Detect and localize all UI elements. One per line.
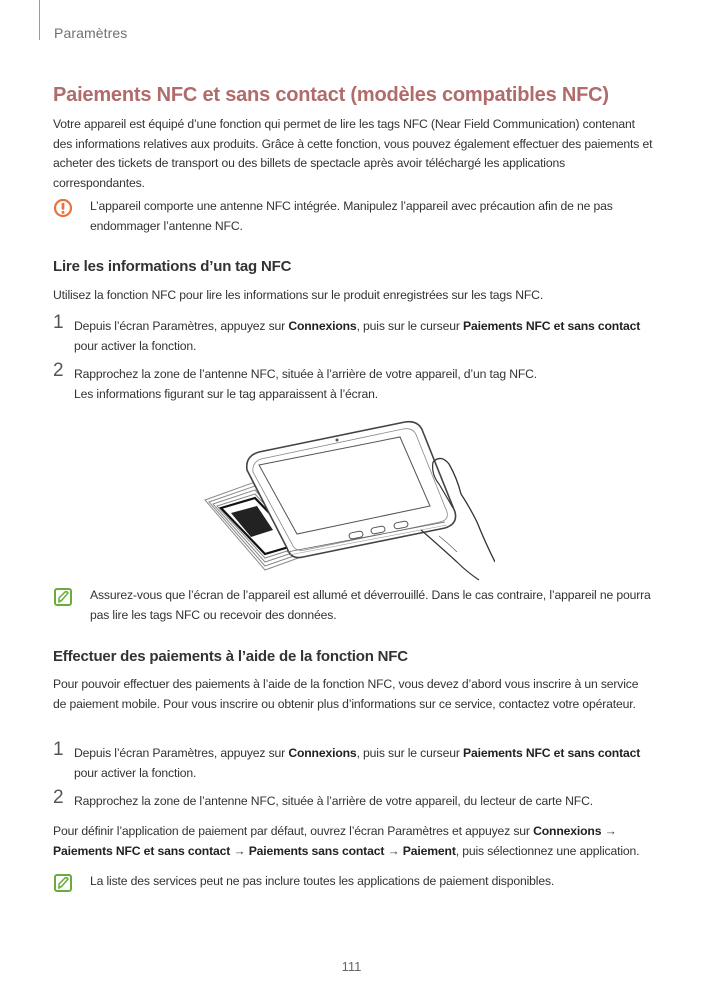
step-text: Depuis l’écran Paramètres, appuyez sur: [74, 319, 289, 333]
section1-lead: Utilisez la fonction NFC pour lire les informations sur le produit enregistrées sur les tags NFC.: [53, 288, 544, 302]
menu-ref-contactless: Paiements sans contact: [248, 843, 385, 858]
section-heading-read-tag: Lire les informations d’un tag NFC: [53, 258, 292, 275]
para-text: , puis sélectionnez une application.: [455, 843, 640, 858]
section-heading-payments: Effectuer des paiements à l’aide de la fonction NFC: [53, 648, 408, 665]
section1-step-2: [53, 360, 653, 404]
menu-ref-connexions: Connexions: [288, 319, 357, 333]
note-notice-screen: [53, 586, 653, 625]
arrow: →: [601, 824, 617, 838]
margin-rule: [39, 0, 40, 40]
menu-ref-nfc-switch: Paiements NFC et sans contact: [463, 319, 641, 333]
caution-icon: [53, 198, 73, 225]
section2-step-2: [53, 787, 653, 812]
menu-ref-connexions: Connexions: [533, 824, 602, 838]
step-text: Rapprochez la zone de l’antenne NFC, située à l’arrière de votre appareil, d’un tag NFC.: [74, 367, 538, 381]
menu-ref-connexions: Connexions: [288, 746, 357, 760]
note-icon: [53, 873, 73, 900]
para-text: Pour définir l’application de paiement par défaut, ouvrez l’écran Paramètres et appuyez sur: [53, 824, 534, 838]
step-number: 2: [53, 787, 64, 808]
intro-paragraph: Votre appareil est équipé d’une fonction qui permet de lire les tags NFC (Near Field Communication) contenant des informations relatives aux produits. Grâce à cette fonction, vous pouvez également effectuer des paiements et acheter des tickets de transport ou des billets de spectacle après avoir téléchargé les applications correspondantes.: [53, 117, 653, 190]
step-number: 1: [53, 312, 64, 333]
note-icon: [53, 587, 73, 614]
arrow: →: [384, 843, 403, 858]
step-text: pour activer la fonction.: [74, 765, 197, 780]
note-text: La liste des services peut ne pas inclure toutes les applications de paiement disponibles.: [90, 874, 555, 888]
step-number: 2: [53, 360, 64, 381]
menu-ref-nfc-switch: Paiements NFC et sans contact: [463, 746, 641, 760]
menu-ref-payment: Paiement: [402, 843, 456, 858]
page-title: Paiements NFC et sans contact (modèles compatibles NFC): [53, 84, 609, 106]
running-header: Paramètres: [54, 25, 128, 41]
note-notice-services: [53, 872, 653, 892]
step-text: Rapprochez la zone de l’antenne NFC, située à l’arrière de votre appareil, du lecteur de carte NFC.: [74, 794, 593, 808]
step-number: 1: [53, 739, 64, 760]
caution-notice: [53, 197, 653, 236]
menu-ref-nfc: Paiements NFC et sans contact: [53, 843, 231, 858]
step-text: Les informations figurant sur le tag apparaissent à l’écran.: [74, 386, 378, 401]
arrow: →: [230, 843, 249, 858]
caution-text: L’appareil comporte une antenne NFC intégrée. Manipulez l’appareil avec précaution afin de ne pas endommager l’antenne NFC.: [90, 199, 613, 233]
step-text: pour activer la fonction.: [74, 338, 197, 353]
default-app-paragraph: [53, 822, 653, 861]
page-number: 111: [341, 959, 362, 974]
step-text: , puis sur le curseur: [356, 319, 463, 333]
step-text: , puis sur le curseur: [356, 746, 463, 760]
section2-step-1: [53, 739, 653, 783]
section2-lead: Pour pouvoir effectuer des paiements à l’aide de la fonction NFC, vous devez d’abord vous inscrire à un service de paiement mobile. Pour vous inscrire ou obtenir plus d’informations sur ce service, contactez votre opérateur.: [53, 677, 639, 711]
note-text: Assurez-vous que l’écran de l’appareil est allumé et déverrouillé. Dans le cas contraire, l’appareil ne pourra pas lire les tags NFC ou recevoir des données.: [90, 588, 651, 622]
tablet-nfc-tag-illustration: [195, 412, 495, 582]
section1-step-1: [53, 312, 653, 356]
step-text: Depuis l’écran Paramètres, appuyez sur: [74, 746, 289, 760]
